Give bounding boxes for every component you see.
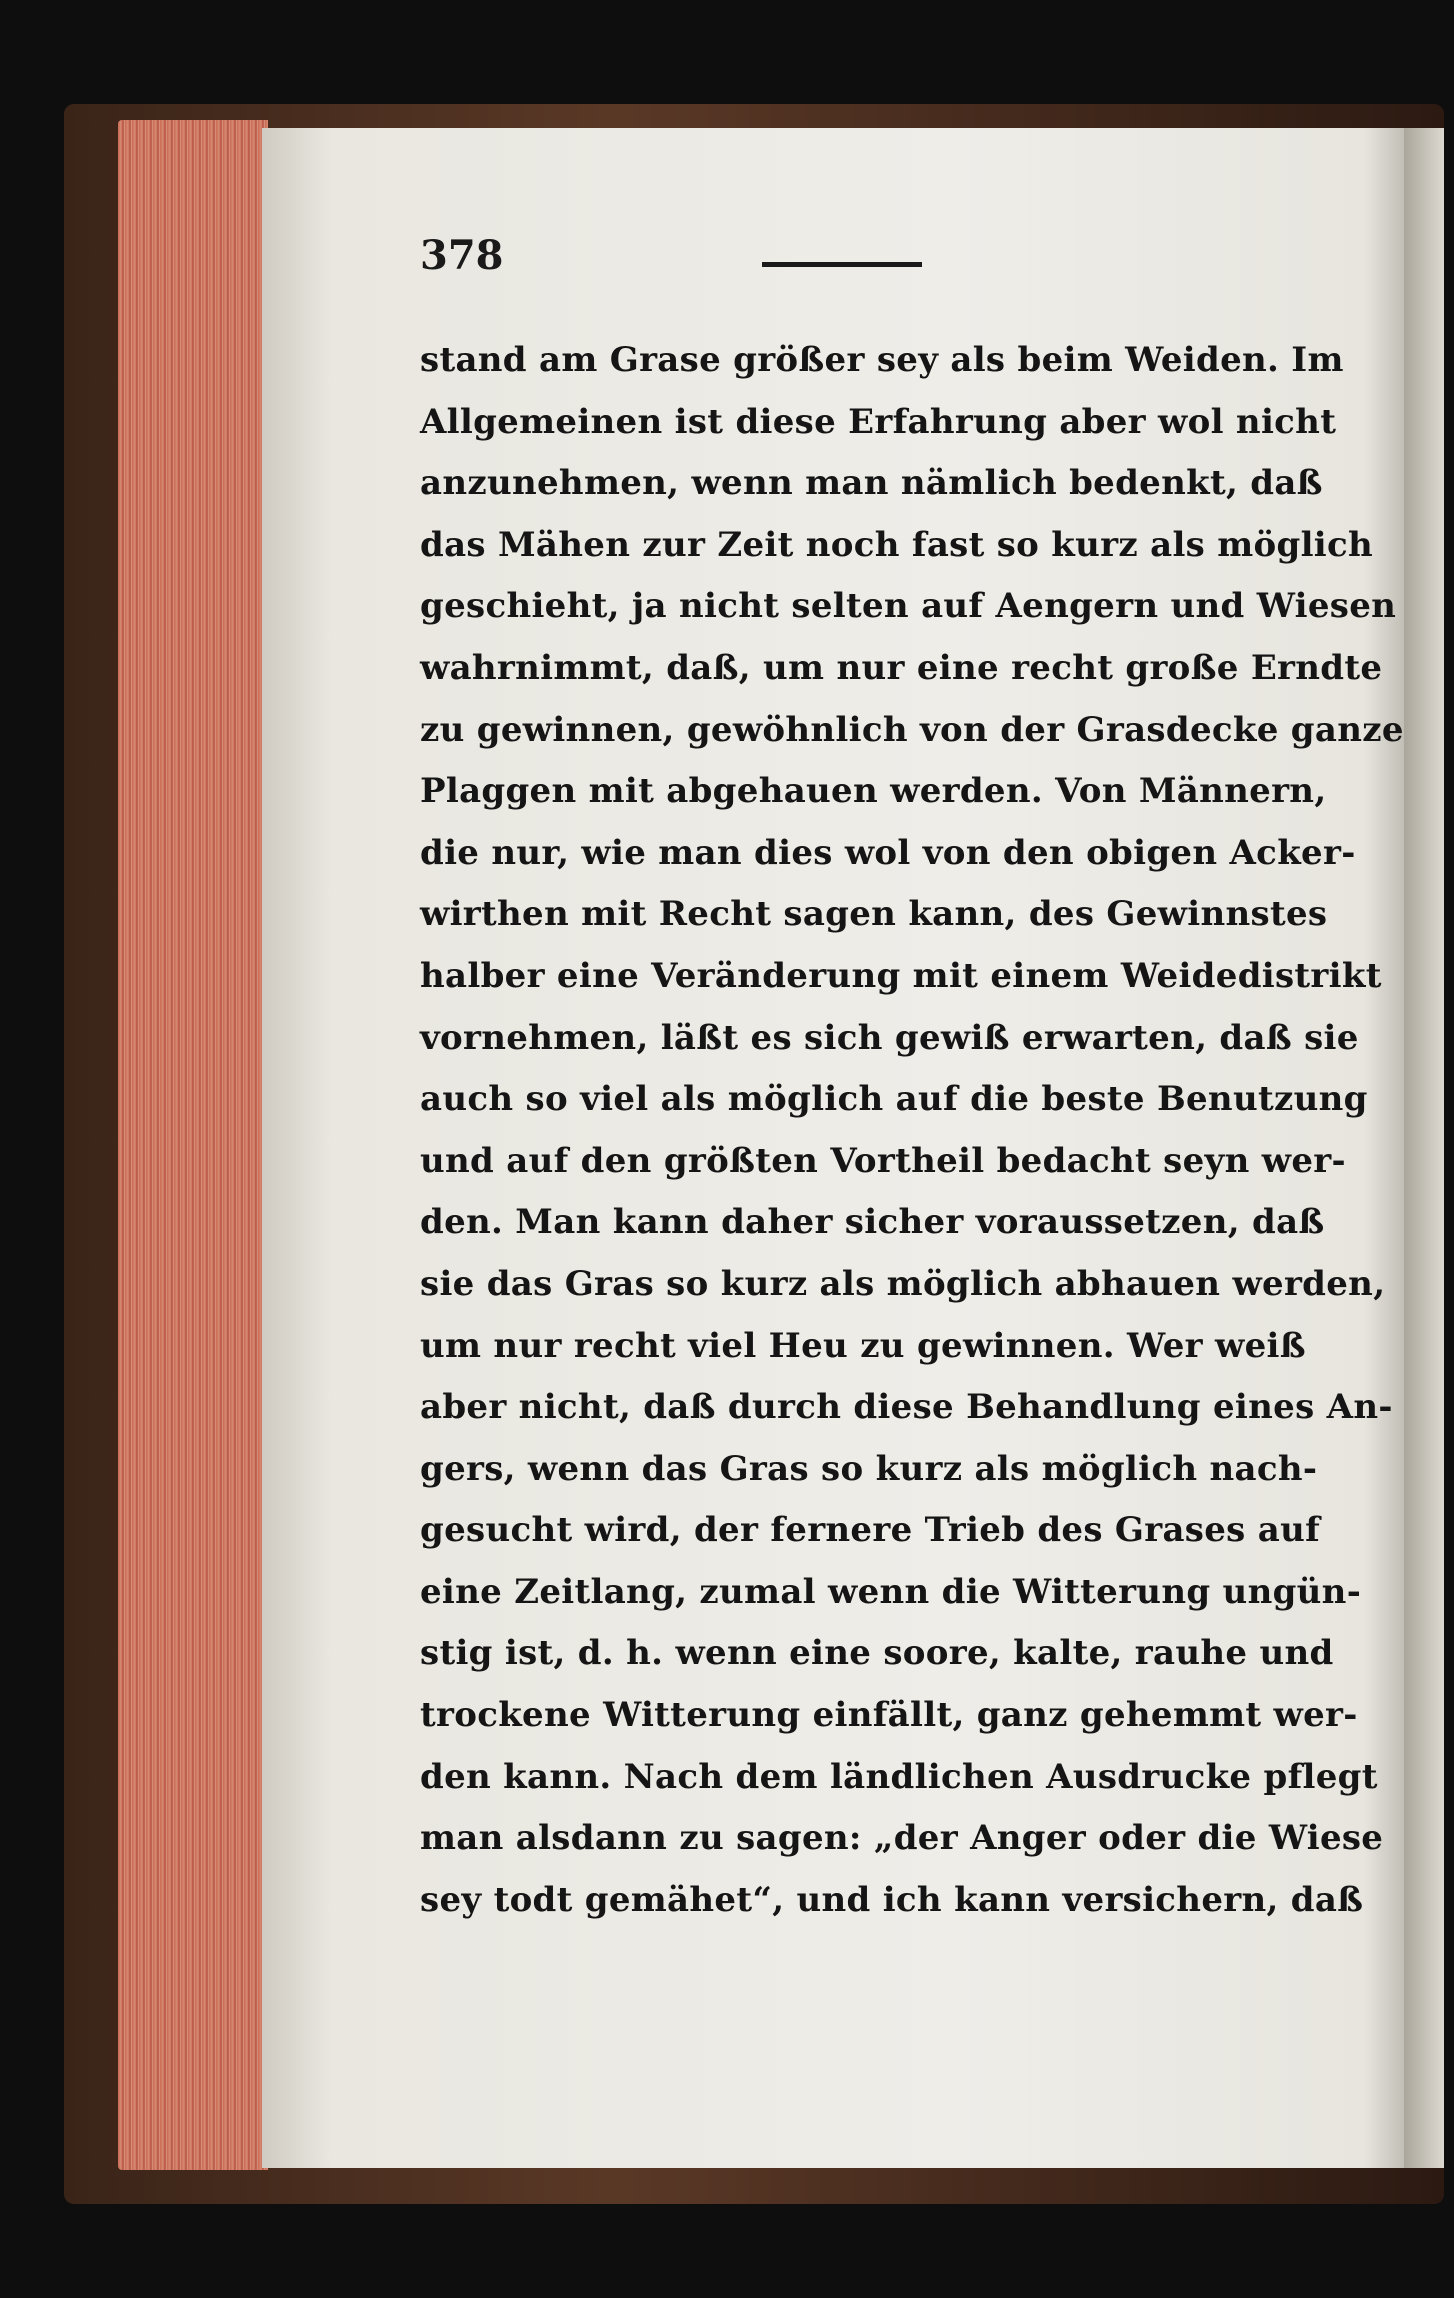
- text-line: zu gewinnen, gewöhnlich von der Grasdecke ganze: [420, 709, 1404, 750]
- page-edges: [118, 120, 268, 2170]
- header-rule: [762, 262, 922, 267]
- text-line: und auf den größten Vortheil bedacht seyn wer-: [420, 1140, 1346, 1181]
- text-line: um nur recht viel Heu zu gewinnen. Wer weiß: [420, 1325, 1306, 1366]
- text-line: aber nicht, daß durch diese Behandlung eines An-: [420, 1387, 1393, 1428]
- text-line: sey todt gemähet“, und ich kann versichern, daß: [420, 1879, 1364, 1920]
- page-number: 378: [420, 232, 504, 279]
- text-line: gers, wenn das Gras so kurz als möglich nach-: [420, 1448, 1318, 1489]
- text-line: man alsdann zu sagen: „der Anger oder die Wiese: [420, 1818, 1384, 1859]
- text-line: auch so viel als möglich auf die beste Benutzung: [420, 1079, 1368, 1120]
- text-line: sie das Gras so kurz als möglich abhauen werden,: [420, 1263, 1386, 1304]
- text-line: die nur, wie man dies wol von den obigen Acker-: [420, 832, 1356, 873]
- text-line: Allgemeinen ist diese Erfahrung aber wol nicht: [420, 401, 1337, 442]
- text-line: wirthen mit Recht sagen kann, des Gewinnstes: [420, 894, 1328, 935]
- body-text: [420, 330, 1404, 1931]
- text-line: eine Zeitlang, zumal wenn die Witterung ungün-: [420, 1571, 1362, 1612]
- text-line: stand am Grase größer sey als beim Weiden. Im: [420, 340, 1344, 380]
- text-line: halber eine Veränderung mit einem Weidedistrikt: [420, 955, 1382, 996]
- text-line: Plaggen mit abgehauen werden. Von Männern,: [420, 771, 1327, 812]
- text-line: das Mähen zur Zeit noch fast so kurz als möglich: [420, 524, 1374, 565]
- text-line: wahrnimmt, daß, um nur eine recht große Erndte: [420, 647, 1383, 688]
- text-line: vornehmen, läßt es sich gewiß erwarten, daß sie: [420, 1017, 1359, 1058]
- text-line: gesucht wird, der fernere Trieb des Grases auf: [420, 1510, 1321, 1551]
- text-line: anzunehmen, wenn man nämlich bedenkt, daß: [420, 463, 1323, 504]
- text-line: den. Man kann daher sicher voraussetzen, daß: [420, 1202, 1325, 1243]
- text-line: geschieht, ja nicht selten auf Aengern und Wiesen: [420, 586, 1397, 627]
- text-line: trockene Witterung einfällt, ganz gehemmt wer-: [420, 1695, 1358, 1736]
- facing-page-edge: [1404, 128, 1444, 2168]
- text-line: stig ist, d. h. wenn eine soore, kalte, rauhe und: [420, 1633, 1334, 1674]
- text-line: den kann. Nach dem ländlichen Ausdrucke pflegt: [420, 1756, 1378, 1797]
